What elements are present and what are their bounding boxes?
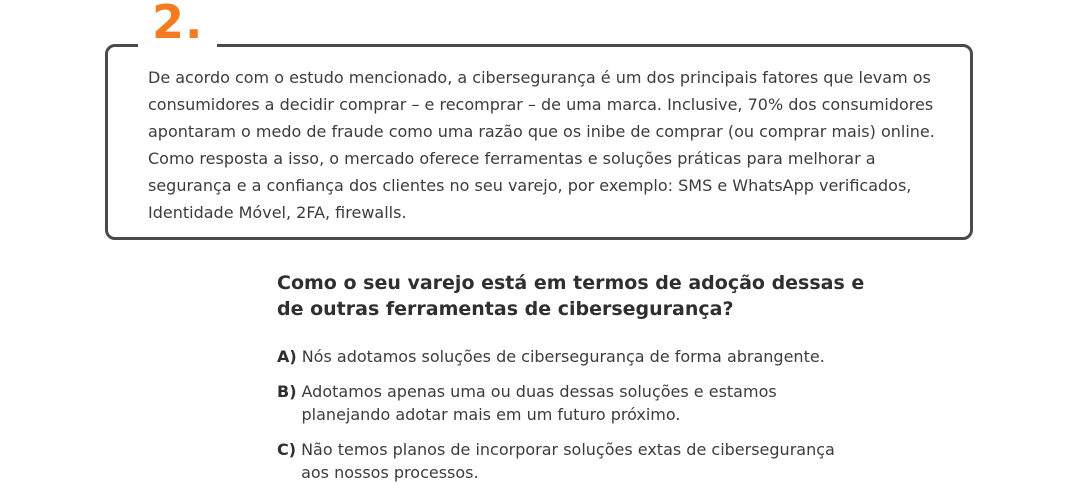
option-text: Nós adotamos soluções de cibersegurança de forma abrangente. (301, 347, 825, 366)
step-number: 2. (138, 0, 217, 50)
info-paragraph: De acordo com o estudo mencionado, a cibersegurança é um dos principais fatores que levam os consumidores a decidir comprar – e recomprar – de uma marca. Inclusive, 70% dos consumidores apontaram o medo de fraude como uma razão que os inibe de comprar (ou comprar mais) online. Como resposta a isso, o mercado oferece ferramentas e soluções práticas para melhorar a segurança e a confiança dos clientes no seu varejo, por exemplo: SMS e WhatsApp verificados, Identidade Móvel, 2FA, firewalls. (148, 68, 935, 222)
option-letter: A) (277, 347, 297, 366)
option-text: Adotamos apenas uma ou duas dessas soluções e estamos planejando adotar mais em um futuro próximo. (301, 382, 777, 424)
option-text: Não temos planos de incorporar soluções extas de cibersegurança aos nossos processos. (301, 440, 835, 482)
answer-options-list (277, 345, 857, 496)
question-heading: Como o seu varejo está em termos de adoção dessas e de outras ferramentas de cibersegurança? (277, 272, 865, 320)
option-letter: B) (277, 382, 297, 401)
answer-option-b[interactable] (277, 380, 857, 426)
answer-option-a[interactable] (277, 345, 857, 368)
option-letter: C) (277, 440, 297, 459)
answer-option-c[interactable] (277, 438, 857, 484)
